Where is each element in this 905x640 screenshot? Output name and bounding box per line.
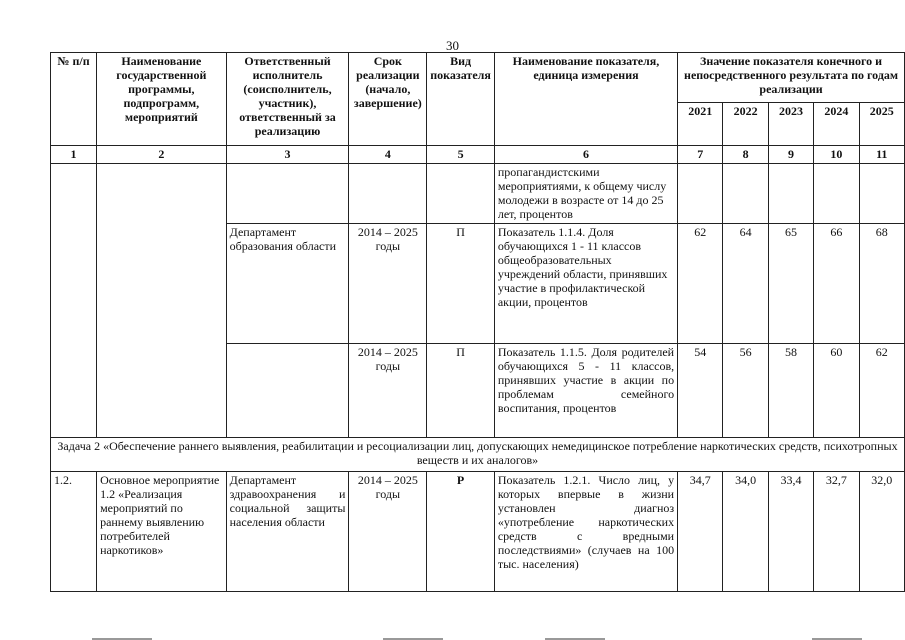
header-name: Наименование государственной программы, подпрограмм, мероприятий — [97, 53, 227, 146]
kind-cell: П — [427, 344, 495, 438]
column-numbers-row — [51, 146, 905, 164]
value-cell: 66 — [814, 224, 859, 344]
value-cell: 56 — [723, 344, 768, 438]
empty-cell — [226, 344, 349, 438]
value-cell: 60 — [814, 344, 859, 438]
column-number: 1 — [51, 146, 97, 164]
column-number: 5 — [427, 146, 495, 164]
empty-cell — [427, 164, 495, 224]
value-cell: 33,4 — [768, 472, 813, 592]
header-executor: Ответственный исполнитель (соисполнитель, участник), ответственный за реализацию — [226, 53, 349, 146]
term-cell: 2014 – 2025 годы — [349, 344, 427, 438]
year-header: 2023 — [768, 103, 813, 146]
empty-cell — [97, 164, 227, 438]
column-number: 8 — [723, 146, 768, 164]
column-number: 3 — [226, 146, 349, 164]
header-indicator: Наименование показателя, единица измерения — [494, 53, 677, 146]
value-cell: 65 — [768, 224, 813, 344]
num-cell: 1.2. — [51, 472, 97, 592]
kind-cell: П — [427, 224, 495, 344]
value-cell: 34,7 — [678, 472, 723, 592]
empty-cell — [226, 164, 349, 224]
task-row — [51, 438, 905, 472]
column-number: 2 — [97, 146, 227, 164]
column-number: 6 — [494, 146, 677, 164]
term-cell: 2014 – 2025 годы — [349, 472, 427, 592]
year-header: 2022 — [723, 103, 768, 146]
table-row — [51, 164, 905, 224]
indicator-cell: Показатель 1.2.1. Число лиц, у которых впервые в жизни установлен диагноз «употребление наркотических средств с вредными последствиями» (случаев на 100 тыс. населения) — [494, 472, 677, 592]
value-cell: 64 — [723, 224, 768, 344]
empty-cell — [51, 164, 97, 438]
value-cell: 54 — [678, 344, 723, 438]
column-number: 11 — [859, 146, 904, 164]
executor-cell: Департамент здравоохранения и социальной защиты населения области — [226, 472, 349, 592]
name-cell: Основное мероприятие 1.2 «Реализация мероприятий по раннему выявлению потребителей наркотиков» — [97, 472, 227, 592]
empty-cell — [349, 164, 427, 224]
header-term: Срок реализации (начало, завершение) — [349, 53, 427, 146]
value-cell: 58 — [768, 344, 813, 438]
kind-cell: Р — [427, 472, 495, 592]
task-2-heading: Задача 2 «Обеспечение раннего выявления, реабилитации и ресоциализации лиц, допускающих немедицинское потребление наркотических средств, психотропных веществ и их аналогов» — [51, 438, 905, 472]
indicator-cell: Показатель 1.1.5. Доля родителей обучающихся 5 - 11 классов, принявших участие в акции по проблемам семейного воспитания, процентов — [494, 344, 677, 438]
column-number: 10 — [814, 146, 859, 164]
term-cell: 2014 – 2025 годы — [349, 224, 427, 344]
indicator-cell: пропагандистскими мероприятиями, к общему числу молодежи в возрасте от 14 до 25 лет, процентов — [494, 164, 677, 224]
indicator-cell: Показатель 1.1.4. Доля обучающихся 1 - 11 классов общеобразовательных учреждений области, принявших участие в профилактической акции, процентов — [494, 224, 677, 344]
value-cell: 32,0 — [859, 472, 904, 592]
column-number: 7 — [678, 146, 723, 164]
value-cell: 68 — [859, 224, 904, 344]
value-cell: 32,7 — [814, 472, 859, 592]
value-cell: 62 — [678, 224, 723, 344]
value-cell: 62 — [859, 344, 904, 438]
header-num: № п/п — [51, 53, 97, 146]
header-values: Значение показателя конечного и непосредственного результата по годам реализации — [678, 53, 905, 103]
page-number: 30 — [446, 38, 459, 53]
table-row — [51, 472, 905, 592]
year-header: 2021 — [678, 103, 723, 146]
value-cell: 34,0 — [723, 472, 768, 592]
column-number: 9 — [768, 146, 813, 164]
year-header: 2024 — [814, 103, 859, 146]
header-kind: Вид показателя — [427, 53, 495, 146]
executor-cell: Департамент образования области — [226, 224, 349, 344]
year-header: 2025 — [859, 103, 904, 146]
indicators-table — [50, 52, 905, 592]
column-number: 4 — [349, 146, 427, 164]
